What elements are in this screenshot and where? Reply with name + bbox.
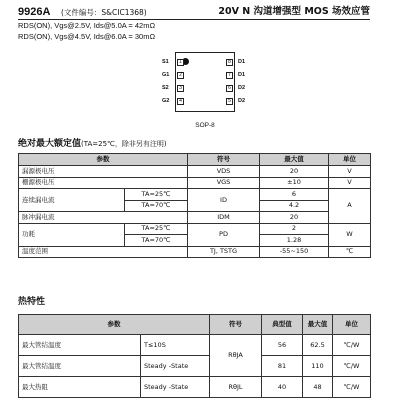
unit-rja-1: ℃/W bbox=[333, 335, 371, 356]
pin-number-8: 8 bbox=[228, 59, 231, 65]
typ-rjl: 40 bbox=[262, 377, 303, 398]
param-vgs: 栅源极电压 bbox=[19, 177, 188, 189]
symbol-rjl: RθJL bbox=[210, 377, 262, 398]
table-row bbox=[19, 335, 371, 356]
table-header-row bbox=[19, 315, 371, 335]
table-row bbox=[19, 377, 371, 398]
table-row bbox=[19, 212, 371, 224]
table-row bbox=[19, 166, 371, 178]
pin-number-3: 3 bbox=[179, 85, 182, 91]
typ-rja-2: 81 bbox=[262, 356, 303, 377]
col-symbol: 符号 bbox=[188, 154, 260, 166]
value-vds: 20 bbox=[260, 166, 329, 178]
cond-id-25: TA=25℃ bbox=[125, 189, 188, 201]
pin-label-g1: G1 bbox=[162, 72, 170, 78]
document-title: 20V N 沟道增强型 MOS 场效应管 bbox=[218, 6, 370, 17]
pin-number-4: 4 bbox=[179, 98, 182, 104]
col-param: 参数 bbox=[19, 154, 188, 166]
spec-line-2: RDS(ON), Vgs@4.5V, Ids@6.0A = 30mΩ bbox=[18, 32, 156, 41]
col-unit: 单位 bbox=[333, 315, 371, 335]
value-id-70: 4.2 bbox=[260, 200, 329, 212]
symbol-temp: TJ, TSTG bbox=[188, 246, 260, 258]
col-unit: 单位 bbox=[329, 154, 371, 166]
pin-label-d1-b: D1 bbox=[238, 72, 246, 78]
spec-line-1: RDS(ON), Vgs@2.5V, Ids@5.0A = 42mΩ bbox=[18, 21, 156, 30]
param-rjl: 最大热阻 bbox=[19, 377, 141, 398]
abs-max-table bbox=[18, 153, 371, 258]
thermal-heading: 热特性 bbox=[18, 297, 46, 307]
pin-label-s1: S1 bbox=[162, 59, 169, 65]
table-row bbox=[19, 223, 371, 235]
table-row bbox=[19, 246, 371, 258]
unit-vgs: V bbox=[329, 177, 371, 189]
unit-rja-2: ℃/W bbox=[333, 356, 371, 377]
cond-rjl: Steady -State bbox=[141, 377, 210, 398]
typ-rja-1: 56 bbox=[262, 335, 303, 356]
max-rja-2: 110 bbox=[303, 356, 333, 377]
pin-label-s2: S2 bbox=[162, 85, 169, 91]
symbol-pd: PD bbox=[188, 223, 260, 246]
symbol-vgs: VGS bbox=[188, 177, 260, 189]
param-id: 连续漏电流 bbox=[19, 189, 125, 212]
value-vgs: ±10 bbox=[260, 177, 329, 189]
param-rja-2: 最大管结温度 bbox=[19, 356, 141, 377]
param-pd: 功耗 bbox=[19, 223, 125, 246]
abs-max-title: 绝对最大额定值 bbox=[18, 139, 82, 149]
pin-number-2: 2 bbox=[179, 72, 182, 78]
col-typ: 典型值 bbox=[262, 315, 303, 335]
package-caption: SOP-8 bbox=[195, 122, 215, 129]
value-pd-70: 1.28 bbox=[260, 235, 329, 247]
value-id-25: 6 bbox=[260, 189, 329, 201]
symbol-rja: RθJA bbox=[210, 335, 262, 377]
max-rjl: 48 bbox=[303, 377, 333, 398]
cond-id-70: TA=70℃ bbox=[125, 200, 188, 212]
unit-pd: W bbox=[329, 223, 371, 246]
pin-number-6: 6 bbox=[228, 85, 231, 91]
value-idm: 20 bbox=[260, 212, 329, 224]
package-diagram bbox=[150, 52, 260, 132]
symbol-id: ID bbox=[188, 189, 260, 212]
document-header bbox=[18, 6, 370, 18]
model-number: 9926A bbox=[18, 6, 51, 18]
param-idm: 脉冲漏电流 bbox=[19, 212, 188, 224]
pin-number-5: 5 bbox=[228, 98, 231, 104]
cond-rja-1: T≤10S bbox=[141, 335, 210, 356]
table-header-row bbox=[19, 154, 371, 166]
symbol-idm: IDM bbox=[188, 212, 260, 224]
header-rule bbox=[18, 19, 370, 20]
pin-label-d2-b: D2 bbox=[238, 98, 246, 104]
table-row bbox=[19, 177, 371, 189]
symbol-vds: VDS bbox=[188, 166, 260, 178]
unit-id: A bbox=[329, 189, 371, 224]
abs-max-condition: (TA=25℃，除非另有注明) bbox=[81, 140, 167, 148]
pin-label-g2: G2 bbox=[162, 98, 170, 104]
unit-temp: ℃ bbox=[329, 246, 371, 258]
document-number: (文件编号：S&CIC1368) bbox=[61, 8, 147, 17]
pin-label-d2-a: D2 bbox=[238, 85, 246, 91]
cond-rja-2: Steady -State bbox=[141, 356, 210, 377]
abs-max-heading bbox=[18, 138, 167, 150]
cond-pd-25: TA=25℃ bbox=[125, 223, 188, 235]
param-temp: 温度范围 bbox=[19, 246, 188, 258]
pin-number-7: 7 bbox=[228, 72, 231, 78]
table-row bbox=[19, 356, 371, 377]
unit-vds: V bbox=[329, 166, 371, 178]
col-max: 最大值 bbox=[260, 154, 329, 166]
param-vds: 漏源极电压 bbox=[19, 166, 188, 178]
param-rja-1: 最大管结温度 bbox=[19, 335, 141, 356]
max-rja-1: 62.5 bbox=[303, 335, 333, 356]
pin-label-d1-a: D1 bbox=[238, 59, 246, 65]
thermal-table bbox=[18, 314, 371, 398]
col-symbol: 符号 bbox=[210, 315, 262, 335]
pin-number-1: 1 bbox=[179, 59, 182, 65]
unit-rjl: ℃/W bbox=[333, 377, 371, 398]
cond-pd-70: TA=70℃ bbox=[125, 235, 188, 247]
col-max: 最大值 bbox=[303, 315, 333, 335]
col-param: 参数 bbox=[19, 315, 210, 335]
value-pd-25: 2 bbox=[260, 223, 329, 235]
value-temp: -55~150 bbox=[260, 246, 329, 258]
table-row bbox=[19, 189, 371, 201]
